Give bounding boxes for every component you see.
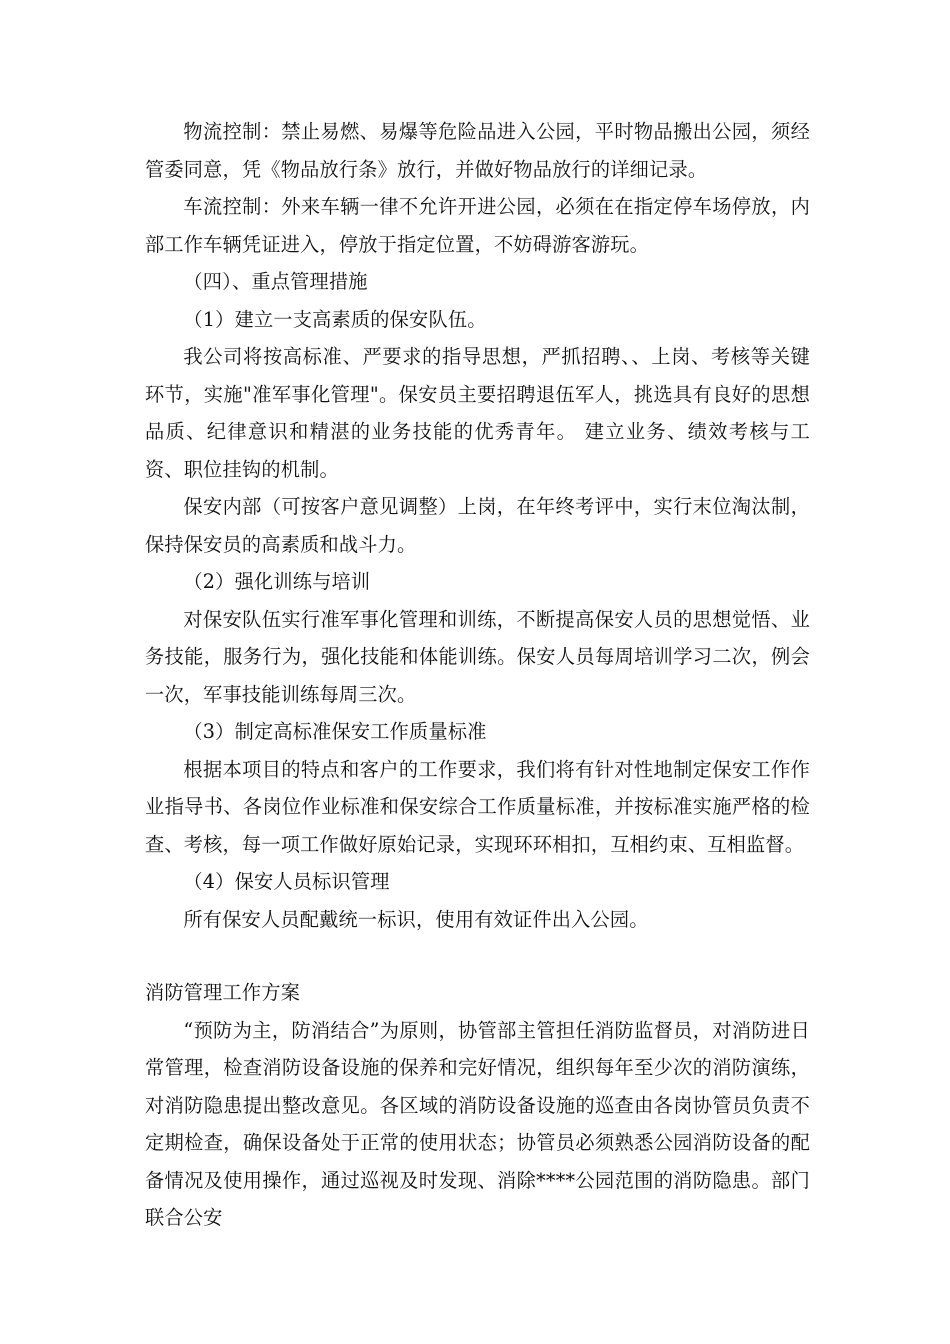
paragraph-logistics-control: 物流控制：禁止易燃、易爆等危险品进入公园，平时物品搬出公园，须经管委同意，凭《物品放行条》放行，并做好物品放行的详细记录。: [145, 120, 810, 181]
heading-build-team: （1）建立一支高素质的保安队伍。: [183, 307, 487, 331]
paragraph-identification: 所有保安人员配戴统一标识，使用有效证件出入公园。: [183, 907, 649, 931]
document-body: [145, 113, 810, 1237]
heading-training: （2）强化训练与培训: [183, 570, 371, 593]
paragraph-evaluation: 保安内部（可按客户意见调整）上岗，在年终考评中，实行末位淘汰制，保持保安员的高素质和战斗力。: [145, 495, 810, 556]
section-title-fire-management: 消防管理工作方案: [145, 981, 301, 1004]
heading-key-measures: （四）、重点管理措施: [183, 270, 368, 293]
paragraph-vehicle-control: 车流控制：外来车辆一律不允许开进公园，必须在在指定停车场停放，内部工作车辆凭证进入，停放于指定位置，不妨碍游客游玩。: [145, 195, 810, 256]
heading-quality-standards: （3）制定高标准保安工作质量标准: [183, 720, 487, 743]
heading-identification: （4）保安人员标识管理: [183, 870, 390, 893]
paragraph-recruitment: 我公司将按高标准、严要求的指导思想，严抓招聘、、上岗、考核等关键环节，实施"准军事化管理"。保安员主要招聘退伍军人，挑选具有良好的思想品质、纪律意识和精湛的业务技能的优秀青年。 建立业务、绩效考核与工资、职位挂钩的机制。: [145, 345, 810, 481]
paragraph-fire-prevention: “预防为主，防消结合”为原则，协管部主管担任消防监督员，对消防进日常管理，检查消防设备设施的保养和完好情况，组织每年至少次的消防演练，对消防隐患提出整改意见。各区域的消防设备设施的巡查由各岗协管员负责不定期检查，确保设备处于正常的使用状态；协管员必须熟悉公园消防设备的配备情况及使用操作，通过巡视及时发现、消除****公园范围的消防隐患。部门联合公安: [145, 1018, 810, 1229]
paragraph-training: 对保安队伍实行准军事化管理和训练，不断提高保安人员的思想觉悟、业务技能，服务行为，强化技能和体能训练。保安人员每周培训学习二次，例会一次，军事技能训练每周三次。: [145, 607, 810, 706]
paragraph-quality-standards: 根据本项目的特点和客户的工作要求，我们将有针对性地制定保安工作作业指导书、各岗位作业标准和保安综合工作质量标准，并按标准实施严格的检查、考核，每一项工作做好原始记录，实现环环相扣，互相约束、互相监督。: [145, 757, 810, 856]
